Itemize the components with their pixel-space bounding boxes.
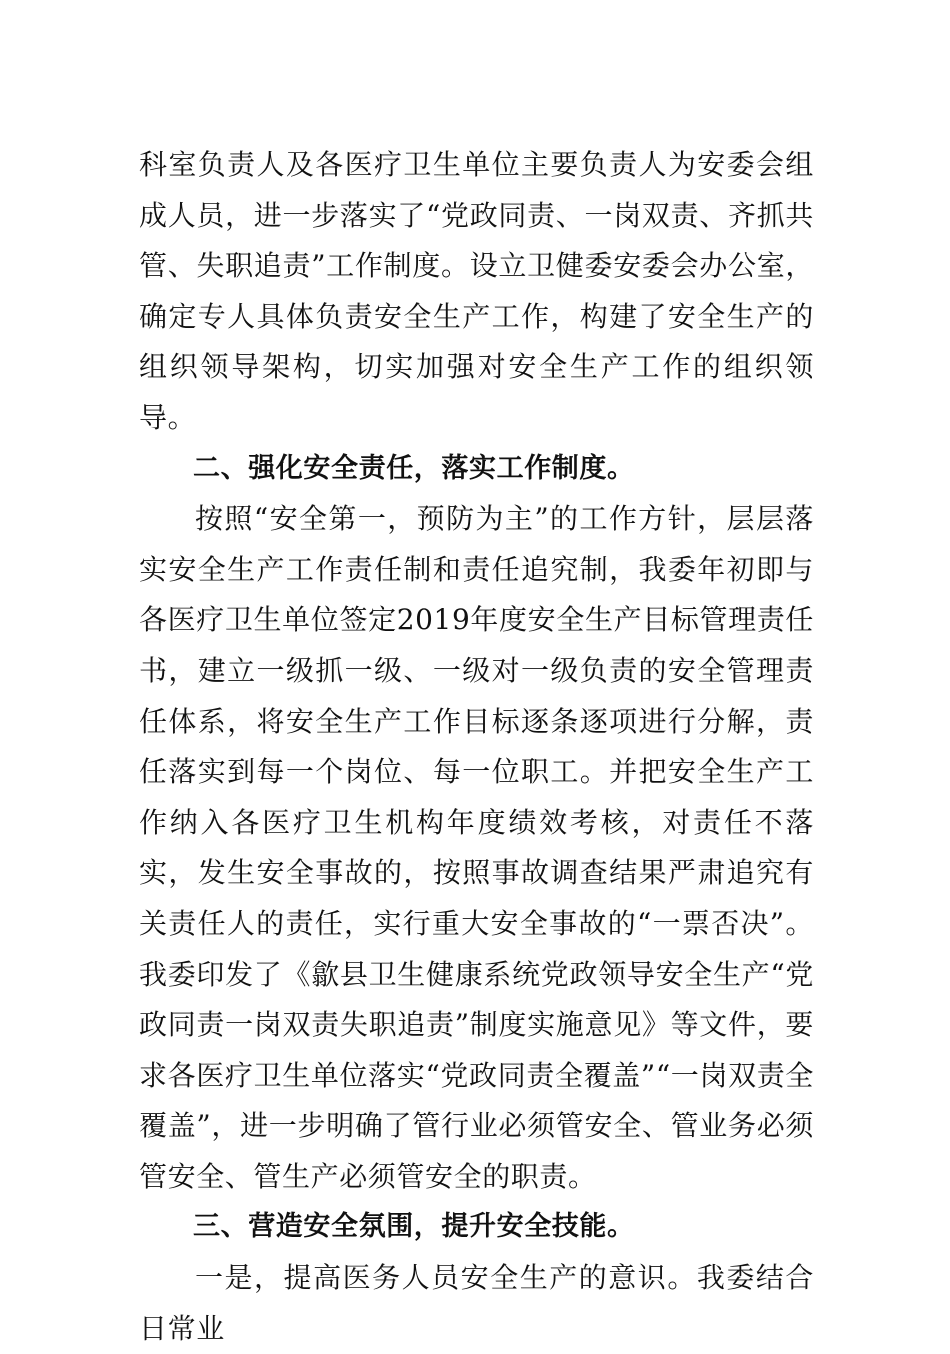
paragraph-committee-members: 科室负责人及各医疗卫生单位主要负责人为安委会组成人员，进一步落实了“党政同责、一岗双责、齐抓共管、失职追责”工作制度。设立卫健委安委会办公室，确定专人具体负责安全生产工作，构建了安全生产的组织领导架构，切实加强对安全生产工作的组织领导。 (139, 148, 814, 434)
section-heading-3: 三、营造安全氛围，提升安全技能。 (193, 1211, 635, 1243)
paragraph-safety-awareness: 一是，提高医务人员安全生产的意识。我委结合日常业 (139, 1261, 814, 1345)
section-heading-2: 二、强化安全责任，落实工作制度。 (193, 452, 635, 484)
document-body (139, 140, 814, 1354)
paragraph-responsibility: 按照“安全第一，预防为主”的工作方针，层层落实安全生产工作责任制和责任追究制，我委年初即与各医疗卫生单位签定2019年度安全生产目标管理责任书，建立一级抓一级、一级对一级负责的安全管理责任体系，将安全生产工作目标逐条逐项进行分解，责任落实到每一个岗位、每一位职工。并把安全生产工作纳入各医疗卫生机构年度绩效考核，对责任不落实，发生安全事故的，按照事故调查结果严肃追究有关责任人的责任，实行重大安全事故的“一票否决”。我委印发了《歙县卫生健康系统党政领导安全生产“党政同责一岗双责失职追责”制度实施意见》等文件，要求各医疗卫生单位落实“党政同责全覆盖”“一岗双责全覆盖”，进一步明确了管行业必须管安全、管业务必须管安全、管生产必须管安全的职责。 (139, 502, 814, 1193)
